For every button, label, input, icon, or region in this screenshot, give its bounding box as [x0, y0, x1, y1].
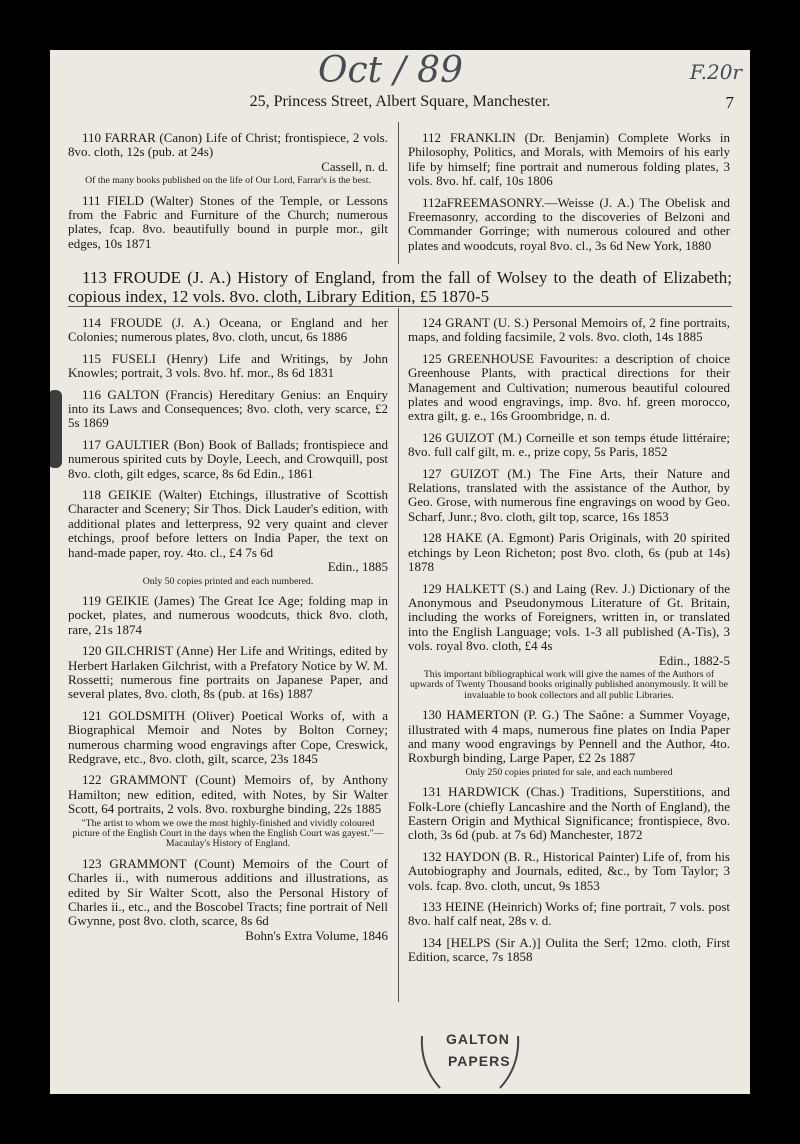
header-address: 25, Princess Street, Albert Square, Manchester.	[249, 93, 551, 110]
stamp-text-galton: GALTON	[446, 1031, 510, 1047]
handwritten-reference: F.20r	[689, 60, 742, 84]
entry-note: Of the many books published on the life of Our Lord, Farrar's is the best.	[85, 175, 371, 187]
catalogue-entry: 122 GRAMMONT (Count) Memoirs of, by Anthony Hamilton; new edition, edited, with Notes, by Sir Walter Scott, 64 portraits, 2 vols. 8vo. roxburghe binding, 22s 1885	[68, 772, 388, 817]
entry-imprint: Edin., 1882-5	[658, 652, 730, 668]
left-column-top	[68, 124, 388, 251]
column-divider-main	[398, 308, 399, 1002]
stamp-text-papers: PAPERS	[448, 1053, 511, 1069]
galton-papers-stamp	[410, 1026, 530, 1094]
catalogue-entry: 112 FRANKLIN (Dr. Benjamin) Complete Works in Philosophy, Politics, and Morals, with Memoirs of his early life by himself; fine portrait and numerous folding plates, 3 vols. 8vo. hf. calf, 10s 1806	[408, 130, 730, 189]
catalogue-entry: 110 FARRAR (Canon) Life of Christ; frontispiece, 2 vols. 8vo. cloth, 12s (pub. at 24s)	[68, 130, 388, 160]
catalogue-entry: 115 FUSELI (Henry) Life and Writings, by John Knowles; portrait, 3 vols. 8vo. hf. mor., 8s 6d 1831	[68, 350, 388, 381]
wide-entry-113	[68, 268, 732, 306]
entry-imprint: Cassell, n. d.	[321, 158, 388, 174]
catalogue-entry: 127 GUIZOT (M.) The Fine Arts, their Nature and Relations, translated with the assistance of the Author, by Geo. Grose, with numerous fine engravings on wood by Geo. Scharf, Junr.; 8vo. cloth, gilt top, scarce, 16s 1853	[408, 465, 730, 524]
catalogue-entry: 123 GRAMMONT (Count) Memoirs of the Court of Charles ii., with numerous additions and illustrations, as edited by Sir Walter Scott, also the Personal History of Charles ii., etc., and the Boscobel Tracts; fine portrait of Nell Gwynne, post 8vo. cloth, scarce, 8s 6d	[68, 855, 388, 929]
catalogue-entry: 114 FROUDE (J. A.) Oceana, or England and her Colonies; numerous plates, 8vo. cloth, uncut, 6s 1886	[68, 315, 388, 345]
catalogue-entry: 120 GILCHRIST (Anne) Her Life and Writings, edited by Herbert Harlaken Gilchrist, with a Prefatory Notice by W. M. Rossetti; numerous fine portraits on Japanese Paper, and several plates, 8vo. cloth, 8s (pub. at 16s) 1887	[68, 643, 388, 702]
catalogue-entry: 134 [HELPS (Sir A.)] Oulita the Serf; 12mo. cloth, First Edition, scarce, 7s 1858	[408, 934, 730, 965]
column-divider-top	[398, 122, 399, 264]
pencil-margin-mark	[50, 390, 62, 468]
catalogue-entry: 133 HEINE (Heinrich) Works of; fine portrait, 7 vols. post 8vo. half calf neat, 28s v. d.	[408, 899, 730, 929]
left-column-main	[68, 309, 388, 943]
catalogue-entry: 125 GREENHOUSE Favourites: a description of choice Greenhouse Plants, with practical directions for their Management and Cultivation; numerous beautiful coloured plates and wood engravings, imp. 8vo. hf. green morocco, extra gilt, g. e., 16s Groombridge, n. d.	[408, 350, 730, 424]
entry-imprint: Bohn's Extra Volume, 1846	[245, 927, 388, 943]
catalogue-entry: 132 HAYDON (B. R., Historical Painter) Life of, from his Autobiography and Journals, edited, &c., by Tom Taylor; 3 vols. fcap. 8vo. cloth, uncut, 9s 1853	[408, 848, 730, 893]
entry-note: This important bibliographical work will give the names of the Authors of upwards of Twenty Thousand books originally published anonymously. It will be invaluable to book collectors and all public Libraries.	[409, 668, 729, 701]
entry-note: "The artist to whom we owe the most highly-finished and vividly coloured picture of the English Court in the days when the English Court was gayest."—Macaulay's History of England.	[72, 817, 384, 850]
page-number: 7	[725, 93, 734, 112]
catalogue-entry: 117 GAULTIER (Bon) Book of Ballads; frontispiece and numerous spirited cuts by Doyle, Leech, and Crowquill, post 8vo. cloth, gilt edges, scarce, 8s 6d Edin., 1861	[68, 436, 388, 481]
entry-note: Only 50 copies printed and each numbered.	[142, 575, 314, 587]
catalogue-page	[50, 50, 750, 1094]
catalogue-entry: 118 GEIKIE (Walter) Etchings, illustrative of Scottish Character and Scenery; Sir Thos. Dick Lauder's edition, with additional plates and letterpress, 92 very quaint and clever etchings, proof before letters on India Paper, the text on hand-made paper, roy. 4to. cl., £4 7s 6d	[68, 487, 388, 560]
right-column-top	[408, 124, 730, 253]
catalogue-entry: 131 HARDWICK (Chas.) Traditions, Superstitions, and Folk-Lore (chiefly Lancashire and the North of England), the Eastern Origin and Mythical Significance; frontispiece, 8vo. cloth, 3s 6d (pub. at 7s 6d) Manchester, 1872	[408, 784, 730, 843]
catalogue-entry: 126 GUIZOT (M.) Corneille et son temps étude littéraire; 8vo. full calf gilt, m. e., prize copy, 5s Paris, 1852	[408, 429, 730, 460]
catalogue-entry: 113 FROUDE (J. A.) History of England, from the fall of Wolsey to the death of Elizabeth; copious index, 12 vols. 8vo. cloth, Library Edition, £5 1870-5	[68, 268, 732, 306]
catalogue-entry: 112aFREEMASONRY.—Weisse (J. A.) The Obelisk and Freemasonry, according to the discoveries of Belzoni and Commander Gorringe; with numerous coloured and other plates and woodcuts, royal 8vo. cl., 3s 6d New York, 1880	[408, 194, 730, 253]
catalogue-entry: 111 FIELD (Walter) Stones of the Temple, or Lessons from the Fabric and Furniture of the Church; numerous plates, fcap. 8vo. beautifully bound in purple mor., gilt edges, 10s 1871	[68, 192, 388, 251]
catalogue-entry: 129 HALKETT (S.) and Laing (Rev. J.) Dictionary of the Anonymous and Pseudonymous Literature of Gt. Britain, including the works of Foreigners, written in, or translated into the English Language; vols. 1-3 all published (A-Tis), 3 vols. royal 8vo. cloth, £4 4s	[408, 580, 730, 654]
entry-imprint: Edin., 1885	[327, 559, 388, 575]
catalogue-entry: 119 GEIKIE (James) The Great Ice Age; folding map in pocket, plates, and numerous woodcuts, thick 8vo. cloth, rare, 21s 1874	[68, 592, 388, 637]
handwritten-date: Oct / 89	[318, 50, 463, 91]
catalogue-entry: 124 GRANT (U. S.) Personal Memoirs of, 2 fine portraits, maps, and folding facsimile, 2 vols. 8vo. cloth, 14s 1885	[408, 315, 730, 345]
right-column-main	[408, 309, 730, 965]
page-header	[50, 93, 750, 115]
catalogue-entry: 116 GALTON (Francis) Hereditary Genius: an Enquiry into its Laws and Consequences; 8vo. cloth, very scarce, £2 5s 1869	[68, 386, 388, 431]
horizontal-rule	[68, 306, 732, 307]
entry-note: Only 250 copies printed for sale, and each numbered	[465, 766, 673, 778]
catalogue-entry: 121 GOLDSMITH (Oliver) Poetical Works of, with a Biographical Memoir and Notes by Bolton Corney; numerous charming wood engravings after Cope, Creswick, Redgrave, etc., 8vo. cloth, gilt, scarce, 23s 1845	[68, 707, 388, 766]
catalogue-entry: 130 HAMERTON (P. G.) The Saône: a Summer Voyage, illustrated with 4 maps, numerous fine plates on India Paper and many wood engravings by Pennell and the Author, 4to. Roxburgh binding, Large Paper, £2 2s 1887	[408, 707, 730, 766]
catalogue-entry: 128 HAKE (A. Egmont) Paris Originals, with 20 spirited etchings by Leon Richeton; post 8vo. cloth, 6s (pub at 14s) 1878	[408, 530, 730, 575]
